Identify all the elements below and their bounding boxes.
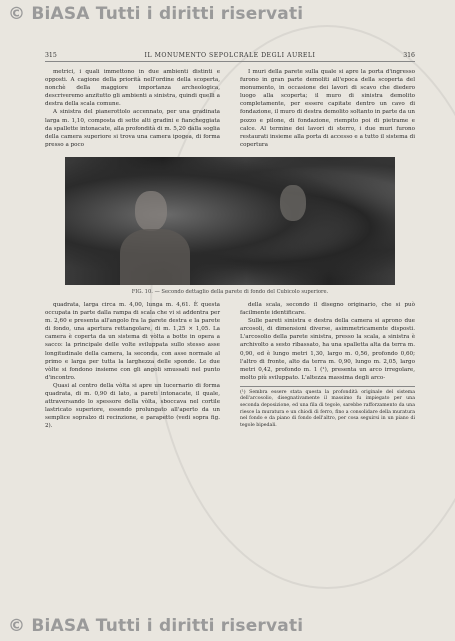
running-title: IL MONUMENTO SEPOLCRALE DEGLI AURELI bbox=[144, 52, 316, 59]
watermark-top: © BiASA Tutti i diritti riservati bbox=[8, 4, 304, 24]
paragraph: A sinistra del pianerottolo accennato, per una gradinata larga m. 1,10, composta di sette alti gradini e fiancheggiata da spallette intonacate, alla profondità di m. 5,20 dalla soglia della camera superiore si trova una camera ipogea, di forma presso a poco bbox=[45, 109, 220, 148]
paragraph: I muri della parete sulla quale si apre la porta d'ingresso furono in gran parte demoliti all'epoca della scoperta del monumento, in occasione dei lavori di scavo che diedero luogo alla scoperta; il muro di sinistra demolito completamente, per essere capitate dentro un cavo di fondazione, il muro di destra demolito soltanto in parte da un pozzo e pilone, di fondazione, riempito poi di pietrame e calce. Al termine dei lavori di sterro, i due muri furono restaurati insieme alla porta di accesso e a tutto il sistema di copertura bbox=[240, 69, 415, 148]
page-number-left: 315 bbox=[45, 52, 57, 59]
paragraph: metrici, i quali immettono in due ambienti distinti e opposti. A cagione della priorità nell'ordine della scoperta, nonchè della maggiore importanza archeologica, descriveremo anzitutto gli ambienti a sinistra, quindi quelli a destra della scala comune. bbox=[45, 69, 220, 108]
watermark-bottom: © BiASA Tutti i diritti riservati bbox=[8, 616, 304, 636]
figure-caption: FIG. 10. — Secondo dettaglio della parete di fondo del Cubicolo superiore. bbox=[131, 288, 329, 295]
left-column-top bbox=[45, 68, 220, 149]
paragraph: Sulle pareti sinistra e destra della camera si aprono due arcosoli, di dimensioni diverse, asimmetricamente disposti. L'arcosolio della parete sinistra, presso la scala, a sinistra è archivolto a sesto ribassato, ha una spalletta alta da terra m. 0,90, ed è lungo metri 1,30, largo m. 0,56, profondo 0,60; l'altro di fronte, alto da terra m. 0,90, lungo m. 2,05, largo metri 0,42, profondo m. 1 (¹), presenta un arco irregolare, molto più sviluppato. L'altezza massima degli arco- bbox=[240, 318, 415, 381]
right-column-bottom bbox=[240, 301, 415, 431]
bottom-columns bbox=[45, 301, 415, 431]
paragraph: Quasi al centro della vòlta si apre un lucernario di forma quadrata, di m. 0,90 di lato, a pareti intonacate, il quale, attraversando lo spessore della vòlta, sboccava nel cortile lastricato superiore, essendo prolungato all'aperto da un semplice sopralzo di recinzione, e parapetto (vedi sopra fig. 2). bbox=[45, 382, 220, 430]
figure-body-left bbox=[120, 229, 190, 285]
running-header bbox=[45, 52, 415, 62]
paragraph: quadrata, larga circa m. 4,00, lunga m. 4,61. È questa occupata in parte dalla rampa di scala che vi si addentra per m. 2,60 e presenta all'angolo fra la parete destra e la parete di fondo, una apertura rettangolare, di m. 1,25 × 1,05. La camera è coperta da un sistema di vòlta a botte in opera a sacco: la principale delle volte sviluppata sullo stesso asse longitudinale della camera, la seconda, con asse normale al primo e larga per tutta la larghezza delle sponde. Le due vòlte si fondono insieme con gli angoli smussati nel punto d'incontro. bbox=[45, 301, 220, 381]
footnote: (¹) Sembra essere stata questa la profondità originale del sistema dell'arcosolio, disegnativamente il massimo fu impiegato per una seconda deposizione, ed una fila di tegole, sarebbe rafforzamento da una riesce la muratura e un chiodi di ferro, fino a consolidare della muratura nel fondo e da piano di fondo dell'altro, per cosa seguirsi in un piano di tegole bipedali. bbox=[240, 386, 415, 430]
fresco-photograph bbox=[65, 157, 395, 285]
figure-head-left bbox=[135, 191, 167, 231]
right-column-top bbox=[240, 68, 415, 149]
figure-head-right bbox=[280, 185, 306, 221]
top-columns bbox=[45, 68, 415, 149]
page-number-right: 316 bbox=[403, 52, 415, 59]
book-page bbox=[45, 52, 415, 430]
paragraph: della scala, secondo il disegno originario, che si può facilmente identificare. bbox=[240, 301, 415, 317]
left-column-bottom bbox=[45, 301, 220, 431]
